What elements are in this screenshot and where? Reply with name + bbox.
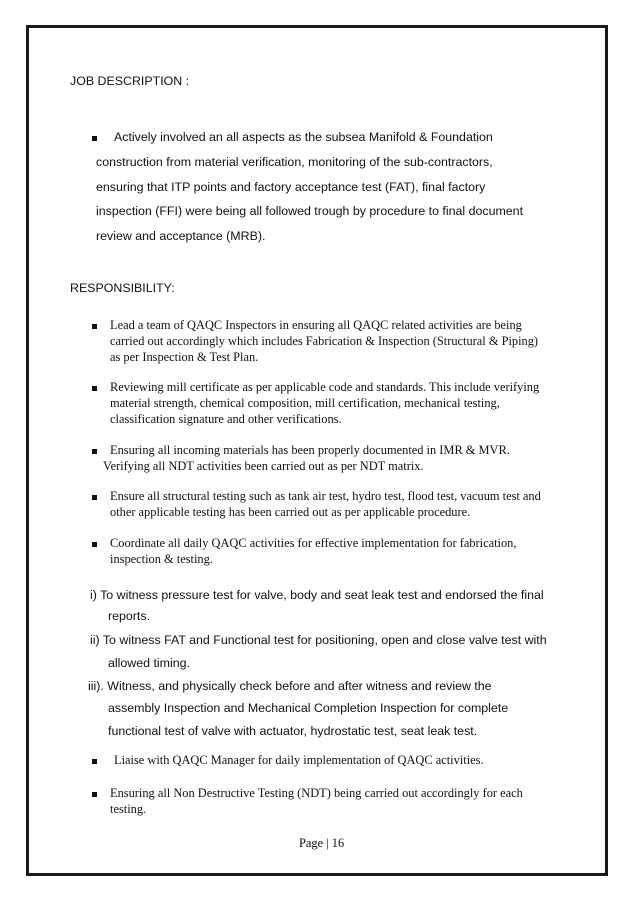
responsibility-line: classification signature and other verifications. [110, 412, 342, 426]
bullet-icon [92, 759, 97, 764]
job-line: inspection (FFI) were being all followed trough by procedure to final document [96, 204, 524, 218]
responsibility-line: Liaise with QAQC Manager for daily implementation of QAQC activities. [114, 753, 484, 767]
responsibility-line: inspection & testing. [110, 552, 213, 566]
numbered-item-line: functional test of valve with actuator, hydrostatic test, seat leak test. [108, 724, 478, 738]
job-line: review and acceptance (MRB). [96, 229, 266, 243]
bullet-icon [92, 324, 97, 329]
numbered-item-line: ii) To witness FAT and Functional test for positioning, open and close valve test with [90, 633, 547, 647]
responsibility-line: Coordinate all daily QAQC activities for effective implementation for fabrication, [110, 536, 517, 550]
numbered-item-line: assembly Inspection and Mechanical Completion Inspection for complete [108, 701, 509, 715]
responsibility-line: material strength, chemical composition, mill certification, mechanical testing, [110, 396, 500, 410]
bullet-icon [92, 449, 97, 454]
page-number: Page | 16 [299, 836, 345, 850]
responsibility-line: other applicable testing has been carried out as per applicable procedure. [110, 505, 471, 519]
job-line: construction from material verification, monitoring of the sub-contractors, [96, 155, 493, 169]
responsibility-line: carried out accordingly which includes Fabrication & Inspection (Structural & Piping) [110, 334, 539, 348]
numbered-item-line: iii). Witness, and physically check before and after witness and review the [88, 679, 492, 693]
bullet-icon [92, 495, 97, 500]
bullet-icon [92, 542, 97, 547]
responsibility-heading: RESPONSIBILITY: [70, 281, 175, 295]
responsibility-line: testing. [110, 802, 147, 816]
numbered-item-line: i) To witness pressure test for valve, body and seat leak test and endorsed the final [90, 588, 544, 602]
responsibility-line: Ensure all structural testing such as tank air test, hydro test, flood test, vacuum test and [110, 489, 541, 503]
responsibility-line: Reviewing mill certificate as per applicable code and standards. This include verifying [110, 380, 540, 394]
responsibility-line: Ensuring all incoming materials has been properly documented in IMR & MVR. [110, 443, 510, 457]
responsibility-line: as per Inspection & Test Plan. [110, 350, 259, 364]
bullet-icon [92, 792, 97, 797]
job-description-heading: JOB DESCRIPTION : [70, 74, 190, 88]
job-line: ensuring that ITP points and factory acceptance test (FAT), final factory [96, 180, 486, 194]
numbered-item-line: reports. [108, 609, 151, 623]
responsibility-line: Lead a team of QAQC Inspectors in ensuring all QAQC related activities are being [110, 318, 522, 332]
responsibility-line: Ensuring all Non Destructive Testing (NDT) being carried out accordingly for each [110, 786, 523, 800]
bullet-icon [92, 136, 97, 141]
bullet-icon [92, 386, 97, 391]
numbered-item-line: allowed timing. [108, 656, 190, 670]
responsibility-line: Verifying all NDT activities been carried out as per NDT matrix. [103, 459, 424, 473]
job-line: Actively involved an all aspects as the subsea Manifold & Foundation [114, 130, 493, 144]
